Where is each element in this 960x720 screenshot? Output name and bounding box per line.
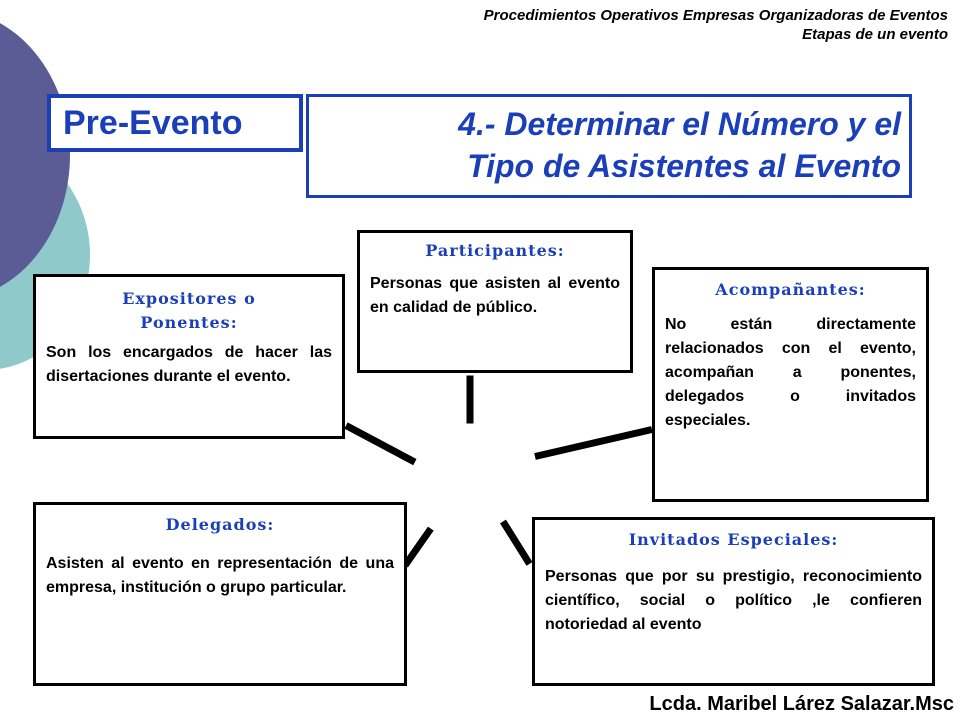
invitados-body: Personas que por su prestigio, reconocimiento científico, social o político ,le confieren notoriedad al evento bbox=[545, 568, 922, 633]
box-expositores bbox=[33, 274, 345, 439]
slide-title bbox=[458, 103, 901, 187]
participantes-body: Personas que asisten al evento en calidad de público. bbox=[370, 275, 620, 316]
header-line-2: Etapas de un evento bbox=[802, 26, 948, 43]
box-invitados bbox=[532, 517, 935, 686]
delegados-body: Asisten al evento en representación de una empresa, institución o grupo particular. bbox=[46, 555, 394, 596]
box-delegados bbox=[33, 502, 407, 686]
box-participantes bbox=[357, 230, 633, 373]
acompanantes-heading: Acompañantes: bbox=[715, 280, 866, 299]
connector-acompanantes bbox=[534, 426, 652, 460]
delegados-heading: Delegados: bbox=[165, 515, 275, 534]
author-footer: Lcda. Maribel Lárez Salazar.Msc bbox=[649, 693, 954, 715]
invitados-heading: Invitados Especiales: bbox=[628, 530, 839, 549]
title-line-1: 4.- Determinar el Número y el bbox=[458, 106, 901, 142]
title-box bbox=[306, 94, 912, 198]
header-line-1: Procedimientos Operativos Empresas Organizadoras de Eventos bbox=[483, 7, 948, 24]
acompanantes-body: No están directamente relacionados con el evento, acompañan a ponentes, delegados o invitados especiales. bbox=[665, 316, 916, 429]
connector-expositores bbox=[344, 422, 416, 465]
title-line-2: Tipo de Asistentes al Evento bbox=[467, 148, 901, 184]
expositores-body: Son los encargados de hacer las disertaciones durante el evento. bbox=[46, 344, 332, 385]
connector-invitados bbox=[500, 520, 532, 566]
slide-header bbox=[484, 6, 948, 44]
connector-participantes bbox=[467, 376, 474, 424]
expositores-heading: Expositores o Ponentes: bbox=[122, 289, 256, 332]
box-acompanantes bbox=[652, 267, 929, 502]
stage-box bbox=[47, 94, 303, 152]
stage-label: Pre-Evento bbox=[63, 104, 243, 142]
participantes-heading: Participantes: bbox=[425, 241, 565, 260]
